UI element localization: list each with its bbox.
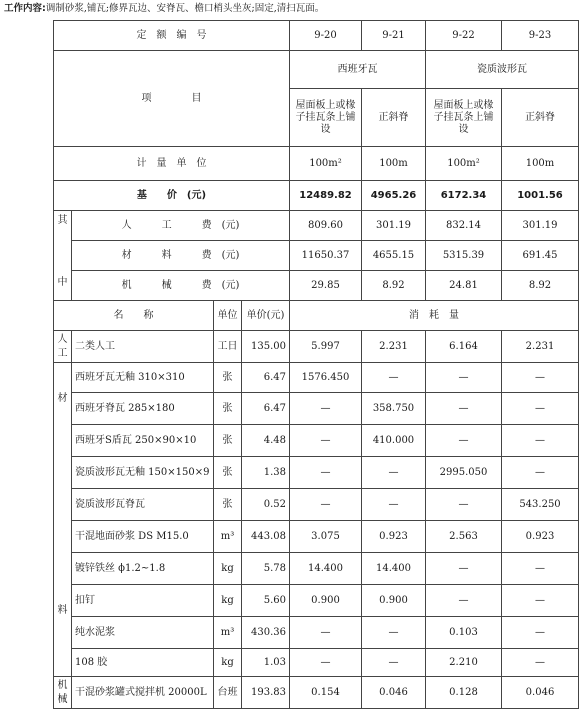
consumption-value: — <box>362 617 426 649</box>
sub-item-2: 正斜脊 <box>362 89 426 147</box>
material-fee-3: 5315.39 <box>426 241 502 271</box>
resource-unit: 台班 <box>214 677 242 709</box>
resource-price: 135.00 <box>242 331 290 363</box>
consumption-value: 0.900 <box>362 585 426 617</box>
consumption-value: 410.000 <box>362 425 426 457</box>
consumption-value: 0.103 <box>426 617 502 649</box>
resource-price: 6.47 <box>242 363 290 393</box>
table-row <box>54 393 579 425</box>
machine-fee-4: 8.92 <box>502 271 579 301</box>
material-side-top: 材 <box>57 393 68 404</box>
breakdown-side <box>54 211 72 301</box>
consumption-value: 2995.050 <box>426 457 502 489</box>
consumption-value: — <box>362 457 426 489</box>
unit-2: 100m <box>362 147 426 181</box>
resource-name: 西班牙瓦无釉 310×310 <box>72 363 214 393</box>
resource-name: 二类人工 <box>72 331 214 363</box>
base-price-row <box>54 181 579 211</box>
consumption-value: 14.400 <box>290 553 362 585</box>
consumption-value: 3.075 <box>290 521 362 553</box>
consumption-header-row <box>54 301 579 331</box>
consumption-value: — <box>426 425 502 457</box>
table-row <box>54 331 579 363</box>
resource-unit: 工日 <box>214 331 242 363</box>
sub-item-1: 屋面板上或椽子挂瓦条上铺设 <box>290 89 362 147</box>
resource-name: 瓷质波形瓦脊瓦 <box>72 489 214 521</box>
consumption-value: — <box>290 457 362 489</box>
material-fee-label: 材 料 费 (元) <box>72 241 290 271</box>
table-row <box>54 489 579 521</box>
resource-unit: m³ <box>214 521 242 553</box>
consumption-value: — <box>502 585 579 617</box>
labor-fee-2: 301.19 <box>362 211 426 241</box>
resource-unit: 张 <box>214 489 242 521</box>
breakdown-row <box>54 271 579 301</box>
consumption-value: — <box>290 649 362 677</box>
consumption-value: — <box>426 585 502 617</box>
work-content-label: 工作内容: <box>4 3 46 14</box>
resource-price: 1.03 <box>242 649 290 677</box>
consumption-value: 1576.450 <box>290 363 362 393</box>
resource-name: 西班牙脊瓦 285×180 <box>72 393 214 425</box>
consumption-value: 0.046 <box>502 677 579 709</box>
unit-row <box>54 147 579 181</box>
sub-item-4: 正斜脊 <box>502 89 579 147</box>
resource-name: 扣钉 <box>72 585 214 617</box>
consumption-value: — <box>290 489 362 521</box>
resource-price: 6.47 <box>242 393 290 425</box>
consumption-value: 358.750 <box>362 393 426 425</box>
consumption-value: 2.231 <box>502 331 579 363</box>
base-price-1: 12489.82 <box>290 181 362 211</box>
material-side <box>54 363 72 677</box>
consumption-value: 543.250 <box>502 489 579 521</box>
consumption-value: 2.231 <box>362 331 426 363</box>
consumption-value: — <box>426 553 502 585</box>
material-fee-4: 691.45 <box>502 241 579 271</box>
consumption-value: 0.923 <box>502 521 579 553</box>
labor-fee-4: 301.19 <box>502 211 579 241</box>
base-price-3: 6172.34 <box>426 181 502 211</box>
labor-fee-3: 832.14 <box>426 211 502 241</box>
material-fee-1: 11650.37 <box>290 241 362 271</box>
resource-name: 镀锌铁丝 ϕ1.2~1.8 <box>72 553 214 585</box>
resource-name: 瓷质波形瓦无釉 150×150×9 <box>72 457 214 489</box>
resource-price: 5.60 <box>242 585 290 617</box>
consumption-value: 2.210 <box>426 649 502 677</box>
consumption-value: — <box>502 363 579 393</box>
code-9-23: 9-23 <box>502 21 579 51</box>
consumption-value: 0.128 <box>426 677 502 709</box>
resource-price: 430.36 <box>242 617 290 649</box>
machine-fee-3: 24.81 <box>426 271 502 301</box>
consumption-value: — <box>362 649 426 677</box>
table-row <box>54 617 579 649</box>
consumption-value: 0.923 <box>362 521 426 553</box>
code-9-22: 9-22 <box>426 21 502 51</box>
resource-price: 4.48 <box>242 425 290 457</box>
quota-number-row <box>54 21 579 51</box>
unit-header: 单位 <box>214 301 242 331</box>
table-row <box>54 363 579 393</box>
resource-name: 干混砂浆罐式搅拌机 20000L <box>72 677 214 709</box>
resource-unit: kg <box>214 585 242 617</box>
base-price-label: 基 价 (元) <box>54 181 290 211</box>
resource-unit: 张 <box>214 425 242 457</box>
consumption-value: — <box>502 553 579 585</box>
group-spanish-tile: 西班牙瓦 <box>290 51 426 89</box>
resource-price: 193.83 <box>242 677 290 709</box>
consumption-value: 0.046 <box>362 677 426 709</box>
consumption-value: — <box>426 363 502 393</box>
group-ceramic-wave-tile: 瓷质波形瓦 <box>426 51 579 89</box>
consumption-value: 6.164 <box>426 331 502 363</box>
labor-fee-1: 809.60 <box>290 211 362 241</box>
base-price-4: 1001.56 <box>502 181 579 211</box>
quota-table <box>53 20 579 709</box>
table-row <box>54 677 579 709</box>
base-price-2: 4965.26 <box>362 181 426 211</box>
consumption-value: — <box>426 393 502 425</box>
name-header: 名 称 <box>54 301 214 331</box>
table-row <box>54 649 579 677</box>
resource-unit: 张 <box>214 393 242 425</box>
code-9-21: 9-21 <box>362 21 426 51</box>
item-group-row <box>54 51 579 89</box>
consumption-value: — <box>426 489 502 521</box>
material-fee-2: 4655.15 <box>362 241 426 271</box>
consumption-value: 14.400 <box>362 553 426 585</box>
breakdown-row <box>54 211 579 241</box>
labor-side-label: 人工 <box>54 331 72 363</box>
consumption-value: — <box>362 363 426 393</box>
unit-label: 计 量 单 位 <box>54 147 290 181</box>
table-row <box>54 457 579 489</box>
machine-fee-1: 29.85 <box>290 271 362 301</box>
unit-3: 100m² <box>426 147 502 181</box>
consumption-value: — <box>290 617 362 649</box>
resource-name: 干混地面砂浆 DS M15.0 <box>72 521 214 553</box>
machine-side-label: 机械 <box>54 677 72 709</box>
item-label: 项 目 <box>54 51 290 147</box>
machine-fee-2: 8.92 <box>362 271 426 301</box>
table-row <box>54 425 579 457</box>
breakdown-side-bottom: 中 <box>57 277 68 288</box>
consumption-value: 0.900 <box>290 585 362 617</box>
table-row <box>54 521 579 553</box>
breakdown-side-top: 其 <box>57 215 68 226</box>
resource-unit: 张 <box>214 457 242 489</box>
consumption-value: — <box>502 393 579 425</box>
consumption-value: — <box>290 393 362 425</box>
consumption-value: — <box>290 425 362 457</box>
resource-name: 108 胶 <box>72 649 214 677</box>
resource-price: 0.52 <box>242 489 290 521</box>
material-side-bottom: 料 <box>57 605 68 616</box>
breakdown-row <box>54 241 579 271</box>
consumption-value: — <box>502 457 579 489</box>
quota-number-label: 定 额 编 号 <box>54 21 290 51</box>
resource-unit: m³ <box>214 617 242 649</box>
resource-name: 西班牙S盾瓦 250×90×10 <box>72 425 214 457</box>
resource-price: 5.78 <box>242 553 290 585</box>
table-row <box>54 553 579 585</box>
consumption-value: 5.997 <box>290 331 362 363</box>
resource-name: 纯水泥浆 <box>72 617 214 649</box>
resource-price: 443.08 <box>242 521 290 553</box>
sub-item-3: 屋面板上或椽子挂瓦条上铺设 <box>426 89 502 147</box>
resource-unit: kg <box>214 649 242 677</box>
consumption-value: 0.154 <box>290 677 362 709</box>
consumption-value: — <box>502 617 579 649</box>
consumption-value: — <box>502 649 579 677</box>
work-content-text: 调制砂浆,铺瓦;修界瓦边、安脊瓦、檐口梢头坐灰;固定,清扫瓦面。 <box>45 3 325 14</box>
consumption-header: 消 耗 量 <box>290 301 579 331</box>
unit-1: 100m² <box>290 147 362 181</box>
resource-price: 1.38 <box>242 457 290 489</box>
work-content-line <box>4 2 580 16</box>
machine-fee-label: 机 械 费 (元) <box>72 271 290 301</box>
table-row <box>54 585 579 617</box>
price-header: 单价(元) <box>242 301 290 331</box>
resource-unit: 张 <box>214 363 242 393</box>
unit-4: 100m <box>502 147 579 181</box>
code-9-20: 9-20 <box>290 21 362 51</box>
resource-unit: kg <box>214 553 242 585</box>
consumption-value: — <box>502 425 579 457</box>
consumption-value: — <box>362 489 426 521</box>
consumption-value: 2.563 <box>426 521 502 553</box>
labor-fee-label: 人 工 费 (元) <box>72 211 290 241</box>
